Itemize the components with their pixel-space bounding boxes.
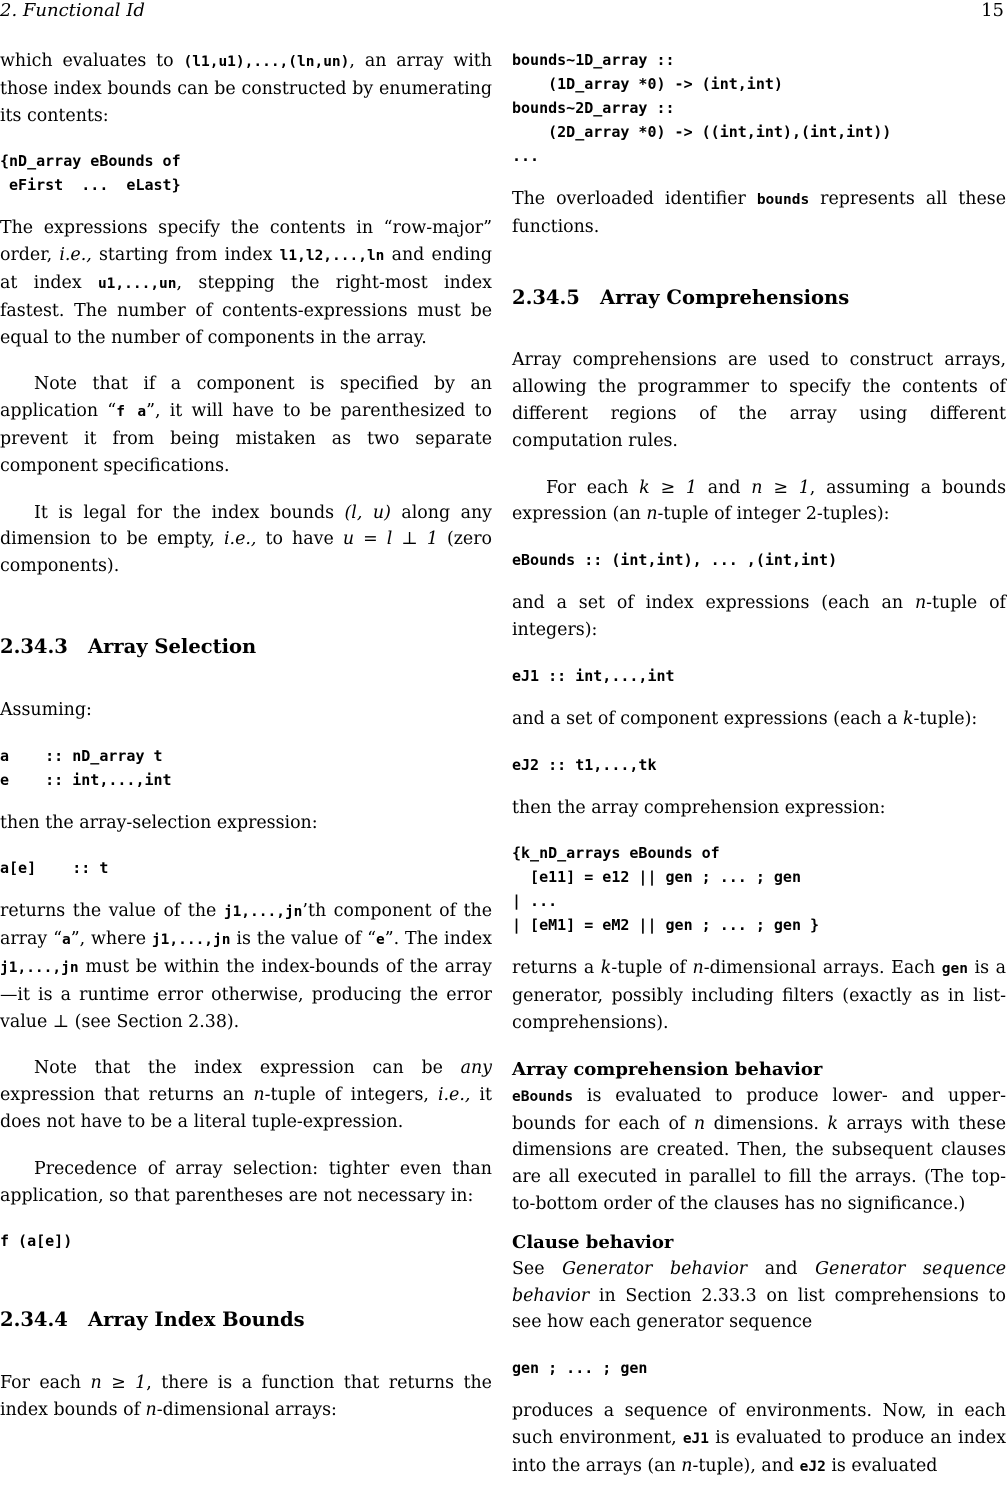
section-heading-array-comprehensions: 2.34.5 Array Comprehensions [512,285,850,309]
paragraph-intro: which evaluates to (l1,u1),...,(ln,un), an array with those index bounds can be constructed by enumerating its contents: [0,51,492,126]
paragraph-overloaded: The overloaded identifier bounds represents all these functions. [512,189,1006,237]
code-block-assuming: a :: nD_array t e :: int,...,int [0,746,172,789]
paragraph-for-each-k: For each k ≥ 1 and n ≥ 1, assuming a bounds expression (an n-tuple of integer 2-tuples): [512,477,1006,525]
section-heading-array-selection: 2.34.3 Array Selection [0,634,257,658]
paragraph-for-each-n: For each n ≥ 1, there is a function that returns the index bounds of n-dimensional arrays: [0,1373,492,1420]
paragraph-index-expressions: and a set of index expressions (each an n-tuple of integers): [512,593,1006,640]
paragraph-clause-behavior: See Generator behavior and Generator sequence behavior in Section 2.33.3 on list comprehensions to see how each generator sequence [512,1258,1006,1333]
section-heading-array-index-bounds: 2.34.4 Array Index Bounds [0,1308,305,1332]
paragraph-precedence: Precedence of array selection: tighter even than application, so that parentheses are not necessary in: [0,1158,492,1206]
paragraph-comprehension-behavior: eBounds is evaluated to produce lower- and upper-bounds for each of n dimensions. k arrays with these dimensions are created. Then, the subsequent clauses are all executed in parallel to fill the arrays. (The top-to-bottom order of the clauses has no significance.) [512,1085,1007,1214]
running-header-chapter: 2. Functional Id [0,0,145,21]
paragraph-produces-environments: produces a sequence of environments. Now, in each such environment, eJ1 is evaluated to produce an index into the arrays (an n-tuple), and eJ2 is evaluated [512,1401,1007,1476]
paragraph-application-note: Note that if a component is specified by an application “f a”, it will have to be parenthesized to prevent it from being mistaken as two separate component specifications. [0,374,492,476]
paragraph-assuming: Assuming: [0,699,92,720]
paragraph-row-major: The expressions specify the contents in “row-major” order, i.e., starting from index l1,l2,...,ln and ending at index u1,...,un, stepping the right-most index fastest. The number of contents-expressions must be equal to the number of components in the array. [0,218,492,348]
paragraph-empty-bounds: It is legal for the index bounds (l, u) along any dimension to be empty, i.e., to have u = l ⊥ 1 (zero components). [0,502,493,577]
paragraph-returns-value: returns the value of the j1,...,jn’th component of the array “a”, where j1,...,jn is the value of “e”. The index j1,...,jn must be within the index-bounds of the array—it is a runtime error otherwise, producing the error value ⊥ (see Section 2.38). [0,901,493,1032]
subheading-clause-behavior: Clause behavior [512,1231,674,1253]
code-block-selection: a[e] :: t [0,859,109,878]
paragraph-then-comprehension: then the array comprehension expression: [512,797,886,818]
left-column [0,48,492,1444]
paragraph-then-selection: then the array-selection expression: [0,812,318,833]
code-block-construct: {nD_array eBounds of eFirst ... eLast} [0,152,181,195]
code-block-ej2: eJ2 :: t1,...,tk [512,755,657,774]
code-block-precedence: f (a[e]) [0,1232,73,1251]
paragraph-comprehension-intro: Array comprehensions are used to construct arrays, allowing the programmer to specify the contents of different regions of the array using different computation rules. [512,350,1006,451]
subheading-comprehension-behavior: Array comprehension behavior [512,1058,823,1080]
code-block-gen-sequence: gen ; ... ; gen [512,1359,648,1378]
code-block-comprehension: {k_nD_arrays eBounds of [e11] = e12 || gen ; ... ; gen | ... | [eM1] = eM2 || gen ; ... ; gen } [512,844,820,935]
code-block-ebounds: eBounds :: (int,int), ... ,(int,int) [512,551,838,570]
code-block-ej1: eJ1 :: int,...,int [512,666,675,685]
paragraph-index-expression-note: Note that the index expression can be any expression that returns an n-tuple of integers, i.e., it does not have to be a literal tuple-expression. [0,1058,492,1132]
page-number: 15 [981,0,1004,21]
paragraph-component-expressions: and a set of component expressions (each a k-tuple): [512,708,978,729]
paragraph-returns-k-tuple: returns a k-tuple of n-dimensional arrays. Each gen is a generator, possibly including filters (exactly as in list-comprehensions). [512,958,1007,1033]
code-block-bounds-functions: bounds~1D_array :: (1D_array *0) -> (int,int) bounds~2D_array :: (2D_array *0) -> ((int,int),(int,int)) ... [512,51,892,165]
right-column [512,48,1006,1501]
